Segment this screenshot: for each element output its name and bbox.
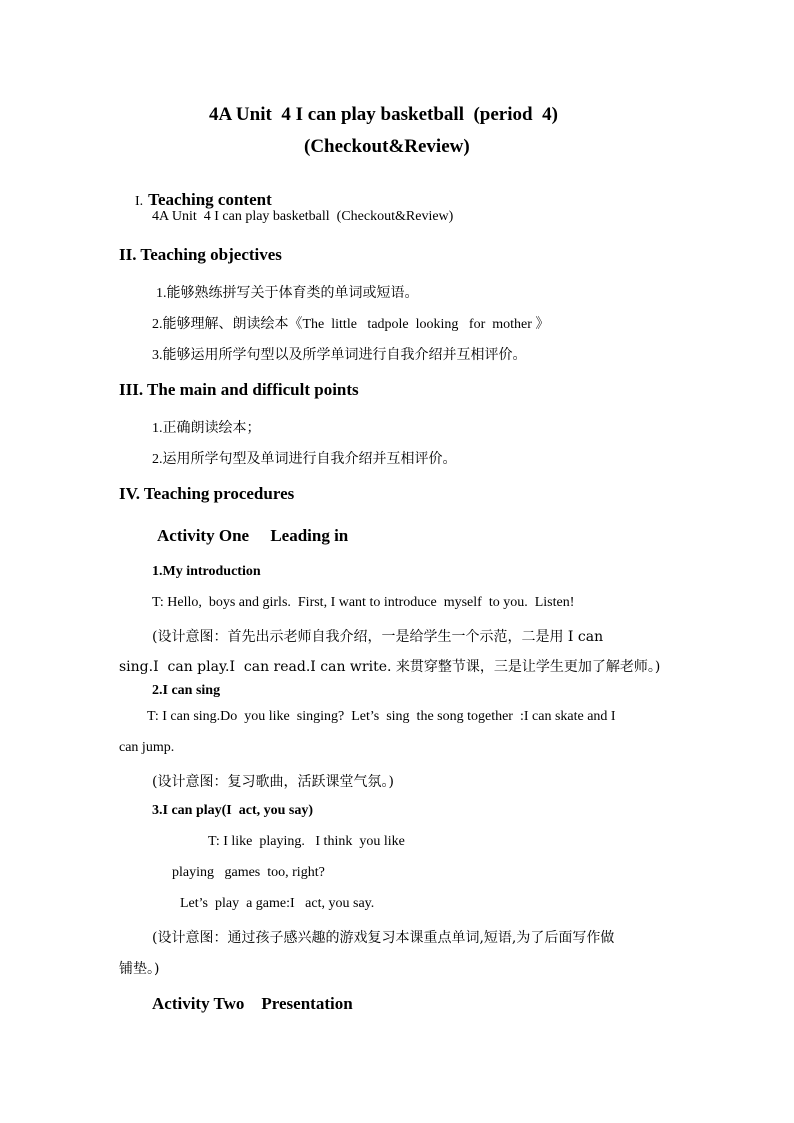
activity-two-heading: Activity Two Presentation xyxy=(152,994,353,1013)
section-1-content: 4A Unit 4 I can play basketball (Checkout&Review) xyxy=(152,209,454,224)
step-1-design-note-cont: sing.I can play.I can read.I can write. 来贯穿整节课，三是让学生更加了解老师。) xyxy=(119,659,661,675)
step-3-dialogue-2: playing games too, right? xyxy=(172,865,325,880)
step-2-title: 2.I can sing xyxy=(152,683,221,698)
title-line-1: 4A Unit 4 I can play basketball (period 4) xyxy=(209,104,558,125)
section-4-heading: IV. Teaching procedures xyxy=(119,484,295,503)
title-line-2: (Checkout&Review) xyxy=(304,136,470,157)
step-3-dialogue-3: Let’s play a game:I act, you say. xyxy=(180,896,375,911)
section-3-heading: III. The main and difficult points xyxy=(119,380,359,399)
step-2-dialogue-cont: can jump. xyxy=(119,740,175,755)
objective-item: 2.能够理解、朗读绘本《The little tadpole looking for mother 》 xyxy=(152,317,550,332)
activity-one-heading: Activity One Leading in xyxy=(157,526,349,545)
step-1-design-note: (设计意图：首先出示老师自我介绍，一是给学生一个示范，二是用 I can xyxy=(152,629,604,645)
step-3-dialogue-1: T: I like playing. I think you like xyxy=(208,834,405,849)
section-1-title: Teaching content xyxy=(148,190,272,209)
objective-item: 3.能够运用所学句型以及所学单词进行自我介绍并互相评价。 xyxy=(152,348,527,363)
step-2-dialogue: T: I can sing.Do you like singing? Let’s sing the song together :I can skate and I xyxy=(147,709,616,724)
step-1-dialogue: T: Hello, boys and girls. First, I want to introduce myself to you. Listen! xyxy=(152,595,575,610)
key-point-item: 1.正确朗读绘本； xyxy=(152,421,261,436)
objective-item: 1.能够熟练拼写关于体育类的单词或短语。 xyxy=(156,286,419,301)
step-1-title: 1.My introduction xyxy=(152,564,261,579)
step-2-design-note: (设计意图：复习歌曲，活跃课堂气氛。) xyxy=(152,774,394,790)
section-2-heading: II. Teaching objectives xyxy=(119,245,282,264)
step-3-title: 3.I can play(I act, you say) xyxy=(152,803,314,818)
step-3-design-note-cont: 铺垫。) xyxy=(119,961,160,977)
key-point-item: 2.运用所学句型及单词进行自我介绍并互相评价。 xyxy=(152,452,457,467)
section-1-number: I. xyxy=(135,194,144,209)
step-3-design-note: (设计意图：通过孩子感兴趣的游戏复习本课重点单词,短语,为了后面写作做 xyxy=(152,930,615,946)
